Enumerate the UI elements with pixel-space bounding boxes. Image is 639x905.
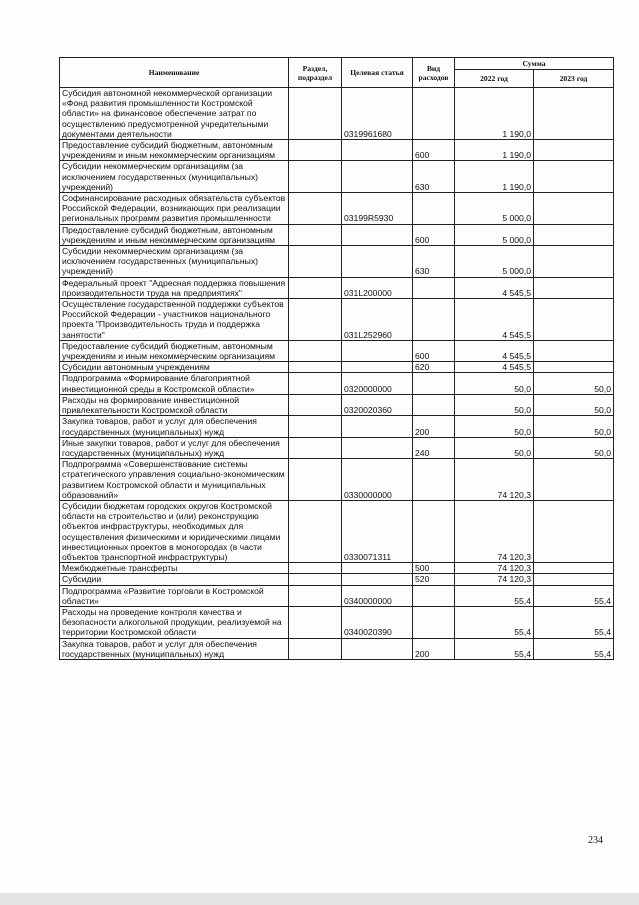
cell-target: 0330071311	[342, 500, 413, 562]
cell-section	[289, 277, 342, 298]
cell-section	[289, 193, 342, 225]
table-row	[60, 500, 614, 562]
cell-expense	[413, 394, 455, 415]
table-row	[60, 224, 614, 245]
cell-section	[289, 140, 342, 161]
cell-2022: 55,4	[455, 606, 534, 638]
table-row	[60, 277, 614, 298]
cell-2023: 55,4	[534, 606, 614, 638]
cell-target: 0320020360	[342, 394, 413, 415]
cell-2023: 55,4	[534, 585, 614, 606]
budget-table	[59, 57, 614, 660]
cell-section	[289, 246, 342, 278]
cell-2022: 5 000,0	[455, 246, 534, 278]
cell-target	[342, 161, 413, 193]
cell-name: Подпрограмма «Развитие торговли в Костромской области»	[60, 585, 289, 606]
cell-expense	[413, 277, 455, 298]
cell-name: Межбюджетные трансферты	[60, 563, 289, 574]
header-expense: Вид расходов	[413, 58, 455, 88]
cell-2022: 55,4	[455, 638, 534, 659]
cell-name: Закупка товаров, работ и услуг для обеспечения государственных (муниципальных) нужд	[60, 416, 289, 437]
cell-2022: 74 120,3	[455, 563, 534, 574]
cell-2023	[534, 563, 614, 574]
cell-2022: 4 545,5	[455, 277, 534, 298]
cell-2023	[534, 224, 614, 245]
cell-2023	[534, 362, 614, 373]
table-body	[60, 88, 614, 660]
table-row	[60, 585, 614, 606]
cell-section	[289, 585, 342, 606]
table-row	[60, 394, 614, 415]
table-row	[60, 299, 614, 341]
cell-target: 0340020390	[342, 606, 413, 638]
cell-name: Предоставление субсидий бюджетным, автономным учреждениям и иным некоммерческим организациям	[60, 340, 289, 361]
table-row	[60, 574, 614, 585]
cell-target	[342, 340, 413, 361]
cell-2022: 4 545,5	[455, 362, 534, 373]
cell-name: Федеральный проект "Адресная поддержка повышения производительности труда на предприятиях"	[60, 277, 289, 298]
cell-expense: 630	[413, 246, 455, 278]
cell-target	[342, 437, 413, 458]
header-year-2022: 2022 год	[455, 70, 534, 88]
cell-2023	[534, 277, 614, 298]
cell-expense	[413, 459, 455, 501]
cell-section	[289, 340, 342, 361]
cell-section	[289, 362, 342, 373]
cell-expense	[413, 606, 455, 638]
cell-section	[289, 373, 342, 394]
cell-2023	[534, 500, 614, 562]
cell-2022: 50,0	[455, 416, 534, 437]
cell-target	[342, 416, 413, 437]
cell-name: Субсидии	[60, 574, 289, 585]
table-row	[60, 340, 614, 361]
table-row	[60, 362, 614, 373]
cell-2022: 1 190,0	[455, 161, 534, 193]
cell-2022: 5 000,0	[455, 224, 534, 245]
page-number: 234	[588, 835, 603, 846]
cell-name: Подпрограмма «Совершенствование системы стратегического управления социально-экономическим развитием Костромской области и муниципальных образований»	[60, 459, 289, 501]
cell-target: 0320000000	[342, 373, 413, 394]
cell-expense	[413, 500, 455, 562]
cell-section	[289, 459, 342, 501]
cell-expense: 200	[413, 416, 455, 437]
table-row	[60, 459, 614, 501]
cell-2023: 50,0	[534, 373, 614, 394]
cell-2023: 50,0	[534, 437, 614, 458]
table-row	[60, 246, 614, 278]
cell-section	[289, 437, 342, 458]
cell-2022: 50,0	[455, 394, 534, 415]
cell-expense: 600	[413, 224, 455, 245]
cell-target: 031L200000	[342, 277, 413, 298]
table-row	[60, 416, 614, 437]
cell-2023	[534, 193, 614, 225]
table-row	[60, 88, 614, 140]
cell-expense: 600	[413, 140, 455, 161]
cell-target	[342, 574, 413, 585]
cell-2022: 55,4	[455, 585, 534, 606]
cell-2023	[534, 161, 614, 193]
cell-name: Субсидии бюджетам городских округов Костромской области на строительство и (или) реконструкцию объектов инфраструктуры, необходимых для осуществления физическими и юридическими лицами инвестиционных проектов в моногородах (в части объектов транспортной инфраструктуры)	[60, 500, 289, 562]
cell-name: Субсидия автономной некоммерческой организации «Фонд развития промышленности Костромской области» на финансовое обеспечение затрат по осуществлению предусмотренной учредительными документами деятельности	[60, 88, 289, 140]
header-section: Раздел, подраздел	[289, 58, 342, 88]
cell-expense	[413, 585, 455, 606]
cell-2023	[534, 299, 614, 341]
cell-target: 03199R5930	[342, 193, 413, 225]
cell-2023	[534, 246, 614, 278]
cell-section	[289, 500, 342, 562]
header-name: Наименование	[60, 58, 289, 88]
cell-2023: 50,0	[534, 394, 614, 415]
cell-name: Подпрограмма «Формирование благоприятной инвестиционной среды в Костромской области»	[60, 373, 289, 394]
cell-2023	[534, 459, 614, 501]
cell-name: Расходы на формирование инвестиционной привлекательности Костромской области	[60, 394, 289, 415]
cell-name: Субсидии некоммерческим организациям (за исключением государственных (муниципальных) учреждений)	[60, 246, 289, 278]
cell-section	[289, 394, 342, 415]
cell-2022: 74 120,3	[455, 459, 534, 501]
cell-name: Субсидии некоммерческим организациям (за исключением государственных (муниципальных) учреждений)	[60, 161, 289, 193]
cell-2022: 74 120,3	[455, 500, 534, 562]
table-row	[60, 161, 614, 193]
cell-expense	[413, 88, 455, 140]
cell-target	[342, 563, 413, 574]
table-row	[60, 373, 614, 394]
cell-expense	[413, 193, 455, 225]
cell-section	[289, 161, 342, 193]
cell-2023	[534, 88, 614, 140]
cell-expense: 620	[413, 362, 455, 373]
cell-2023	[534, 340, 614, 361]
cell-target: 031L252960	[342, 299, 413, 341]
cell-section	[289, 563, 342, 574]
cell-2022: 74 120,3	[455, 574, 534, 585]
cell-2022: 50,0	[455, 437, 534, 458]
header-year-2023: 2023 год	[534, 70, 614, 88]
cell-target: 0340000000	[342, 585, 413, 606]
cell-expense: 200	[413, 638, 455, 659]
cell-name: Предоставление субсидий бюджетным, автономным учреждениям и иным некоммерческим организациям	[60, 140, 289, 161]
cell-name: Осуществление государственной поддержки субъектов Российской Федерации - участников национального проекта "Производительность труда и поддержка занятости"	[60, 299, 289, 341]
cell-section	[289, 606, 342, 638]
cell-section	[289, 224, 342, 245]
cell-name: Субсидии автономным учреждениям	[60, 362, 289, 373]
cell-name: Софинансирование расходных обязательств субъектов Российской Федерации, возникающих при реализации региональных программ развития промышленности	[60, 193, 289, 225]
header-target: Целевая статья	[342, 58, 413, 88]
header-sum: Сумма	[455, 58, 614, 70]
cell-2023: 55,4	[534, 638, 614, 659]
cell-2022: 5 000,0	[455, 193, 534, 225]
cell-2022: 1 190,0	[455, 140, 534, 161]
cell-2022: 50,0	[455, 373, 534, 394]
cell-expense: 240	[413, 437, 455, 458]
table-row	[60, 638, 614, 659]
table-row	[60, 193, 614, 225]
cell-2022: 1 190,0	[455, 88, 534, 140]
cell-name: Расходы на проведение контроля качества и безопасности алкогольной продукции, реализуемой на территории Костромской области	[60, 606, 289, 638]
cell-section	[289, 416, 342, 437]
cell-section	[289, 638, 342, 659]
cell-target: 0319961680	[342, 88, 413, 140]
cell-target	[342, 246, 413, 278]
cell-section	[289, 88, 342, 140]
table-row	[60, 606, 614, 638]
cell-target	[342, 224, 413, 245]
cell-section	[289, 574, 342, 585]
cell-expense: 500	[413, 563, 455, 574]
cell-name: Закупка товаров, работ и услуг для обеспечения государственных (муниципальных) нужд	[60, 638, 289, 659]
cell-2023: 50,0	[534, 416, 614, 437]
cell-2023	[534, 574, 614, 585]
cell-section	[289, 299, 342, 341]
cell-2022: 4 545,5	[455, 340, 534, 361]
cell-target	[342, 140, 413, 161]
cell-target: 0330000000	[342, 459, 413, 501]
cell-target	[342, 638, 413, 659]
table-header	[60, 58, 614, 88]
cell-expense: 520	[413, 574, 455, 585]
cell-name: Иные закупки товаров, работ и услуг для обеспечения государственных (муниципальных) нужд	[60, 437, 289, 458]
table-row	[60, 140, 614, 161]
cell-name: Предоставление субсидий бюджетным, автономным учреждениям и иным некоммерческим организациям	[60, 224, 289, 245]
scan-border	[0, 893, 639, 905]
cell-expense	[413, 299, 455, 341]
cell-expense	[413, 373, 455, 394]
cell-target	[342, 362, 413, 373]
cell-2023	[534, 140, 614, 161]
cell-2022: 4 545,5	[455, 299, 534, 341]
table-row	[60, 437, 614, 458]
cell-expense: 600	[413, 340, 455, 361]
table-row	[60, 563, 614, 574]
cell-expense: 630	[413, 161, 455, 193]
